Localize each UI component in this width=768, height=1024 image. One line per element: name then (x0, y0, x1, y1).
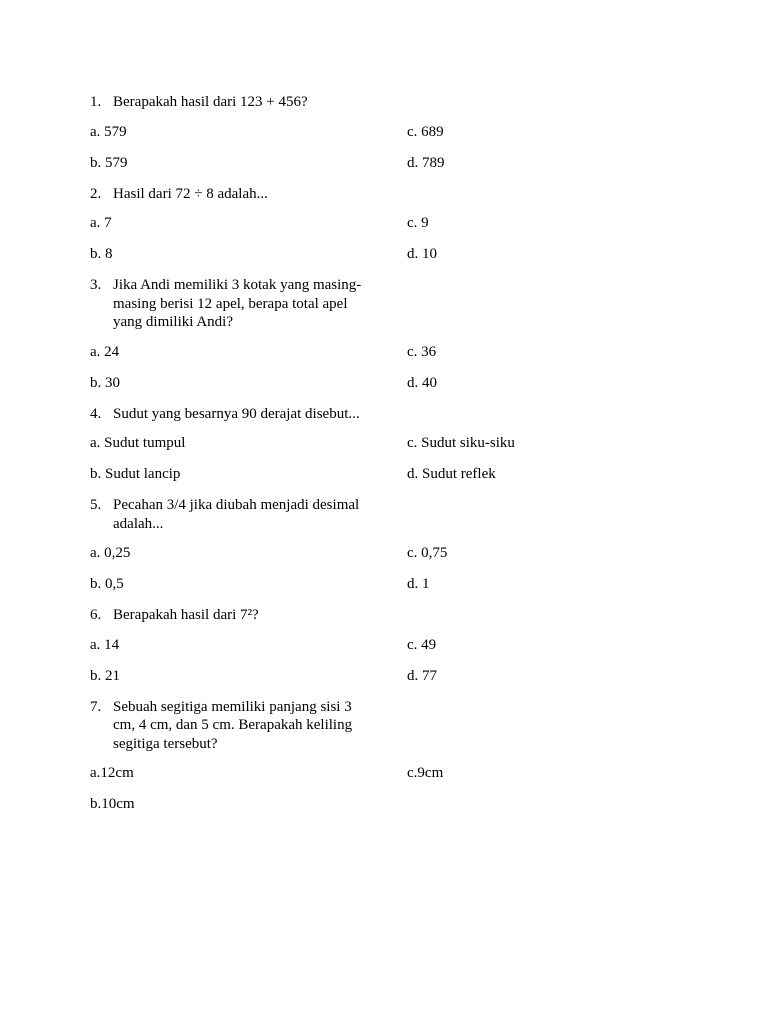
option-d: d. Sudut reflek (407, 466, 496, 482)
option-row (90, 575, 768, 594)
option-c: c. 9 (407, 215, 429, 231)
question-block-6 (90, 606, 768, 685)
option-row (90, 764, 768, 783)
question-text: Berapakah hasil dari 7²? (113, 607, 259, 623)
question-number: 5. (90, 497, 102, 513)
option-d: d. 789 (407, 154, 445, 171)
option-b: b. 0,5 (90, 576, 124, 592)
question-6 (90, 606, 370, 625)
option-b: b.10cm (90, 796, 135, 812)
option-a: a. 14 (90, 636, 120, 653)
question-1 (90, 93, 370, 112)
option-row (90, 245, 768, 264)
question-text: Hasil dari 72 ÷ 8 adalah... (113, 185, 268, 202)
question-number: 4. (90, 405, 102, 422)
option-row (90, 667, 768, 686)
question-3 (90, 276, 370, 332)
question-block-4 (90, 405, 768, 484)
question-block-3 (90, 276, 768, 392)
option-row (90, 374, 768, 393)
option-a: a. 0,25 (90, 545, 131, 561)
question-number: 7. (90, 698, 102, 715)
option-a: a. Sudut tumpul (90, 435, 186, 451)
question-text: Sebuah segitiga memiliki panjang sisi 3 cm, 4 cm, dan 5 cm. Berapakah keliling segitiga tersebut? (113, 698, 353, 752)
option-c: c. 36 (407, 343, 437, 360)
option-c: c. 689 (407, 123, 444, 140)
option-d: d. 10 (407, 246, 437, 262)
question-number: 6. (90, 607, 102, 623)
option-d: d. 77 (407, 667, 437, 684)
option-row (90, 795, 768, 814)
question-block-5 (90, 496, 768, 594)
option-row (90, 154, 768, 173)
option-a: a. 7 (90, 215, 112, 231)
option-c: c. 49 (407, 636, 437, 653)
option-row (90, 343, 768, 362)
question-number: 1. (90, 94, 102, 110)
question-block-2 (90, 185, 768, 264)
option-a: a. 24 (90, 343, 120, 360)
option-row (90, 544, 768, 563)
option-b: b. 30 (90, 374, 120, 391)
option-d (407, 795, 768, 814)
question-number: 2. (90, 185, 102, 202)
question-5 (90, 496, 370, 533)
option-c: c.9cm (407, 765, 444, 781)
option-row (90, 636, 768, 655)
option-c: c. 0,75 (407, 545, 448, 561)
option-row (90, 465, 768, 484)
option-b: b. 579 (90, 154, 128, 171)
option-b: b. Sudut lancip (90, 466, 181, 482)
question-text: Jika Andi memiliki 3 kotak yang masing-masing berisi 12 apel, berapa total apel yang dimiliki Andi? (113, 277, 362, 330)
question-7 (90, 698, 370, 754)
option-d: d. 40 (407, 374, 437, 391)
option-b: b. 8 (90, 246, 113, 262)
question-text: Pecahan 3/4 jika diubah menjadi desimal adalah... (113, 497, 360, 532)
option-row (90, 123, 768, 142)
question-text: Sudut yang besarnya 90 derajat disebut... (113, 405, 360, 422)
option-a: a.12cm (90, 765, 134, 781)
option-d: d. 1 (407, 576, 430, 592)
question-block-7 (90, 698, 768, 814)
option-c: c. Sudut siku-siku (407, 435, 515, 451)
option-a: a. 579 (90, 123, 127, 140)
option-b: b. 21 (90, 667, 120, 684)
option-row (90, 434, 768, 453)
question-4 (90, 405, 370, 424)
question-text: Berapakah hasil dari 123 + 456? (113, 94, 308, 110)
option-row (90, 214, 768, 233)
question-number: 3. (90, 277, 102, 293)
question-2 (90, 185, 370, 204)
question-block-1 (90, 93, 768, 172)
